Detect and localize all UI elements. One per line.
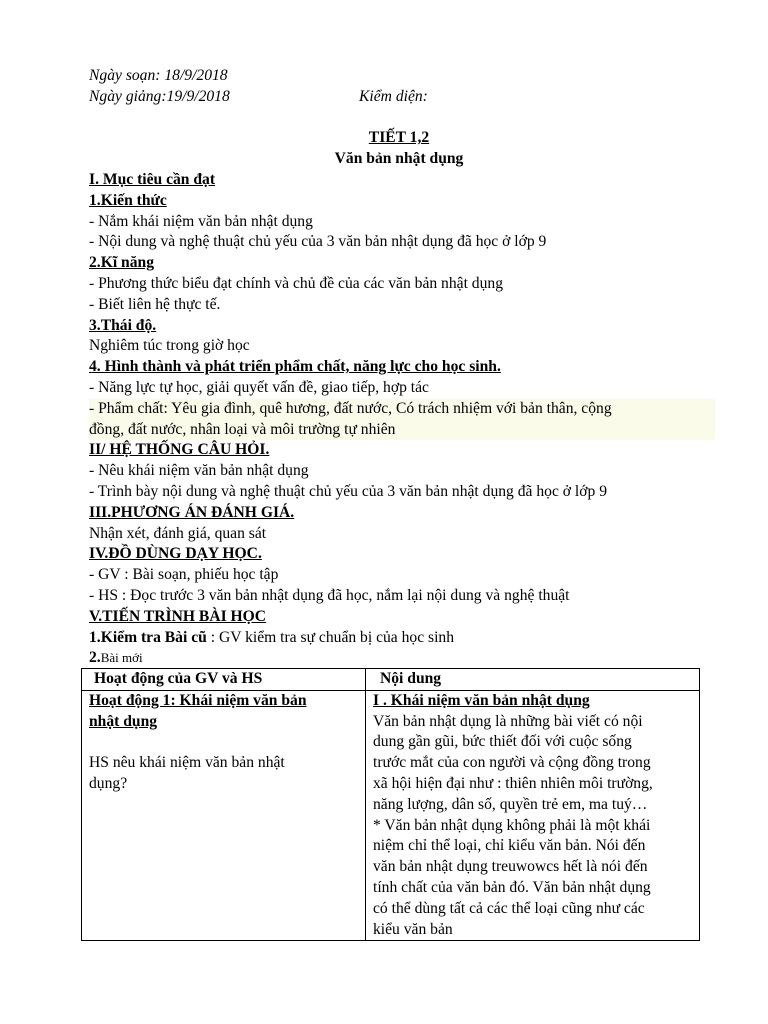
new-lesson-line <box>89 648 709 669</box>
table-header-row <box>82 669 700 691</box>
table-row <box>82 690 700 941</box>
content-title: I . Khái niệm văn bản nhật dụng <box>373 691 590 709</box>
qualities-item: - Phẩm chất: Yêu gia đình, quê hương, đất nước, Có trách nhiệm với bản thân, cộng <box>89 399 612 417</box>
knowledge-item: - Nắm khái niệm văn bản nhật dụng <box>89 212 313 230</box>
content-line: văn bản nhật dụng treuwowcs hết là nói đến <box>373 858 648 876</box>
activity-cell <box>82 690 366 941</box>
materials-item: - HS : Đọc trước 3 văn bản nhật dụng đã học, nắm lại nội dung và nghệ thuật <box>89 586 570 604</box>
activity-title: Hoạt động 1: Khái niệm văn bản <box>89 691 307 709</box>
qualities-heading: 4. Hình thành và phát triển phẩm chất, năng lực cho học sinh. <box>89 358 501 376</box>
question-item: - Nêu khái niệm văn bản nhật dụng <box>89 462 309 480</box>
section3-heading: III.PHƯƠNG ÁN ĐÁNH GIÁ. <box>89 503 295 521</box>
section5-heading: V.TIẾN TRÌNH BÀI HỌC <box>89 607 267 625</box>
activity-question: HS nêu khái niệm văn bản nhật <box>89 754 285 772</box>
skills-heading: 2.Kĩ năng <box>89 254 154 272</box>
skills-item: - Biết liên hệ thực tế. <box>89 295 221 313</box>
question-item: - Trình bày nội dung và nghệ thuật chủ yếu của 3 văn bản nhật dụng đã học ở lớp 9 <box>89 482 607 500</box>
content-line: năng lượng, dân số, quyền trẻ em, ma tuý… <box>373 795 648 813</box>
content-line: trước mắt của con người và cộng đồng trong <box>373 754 651 772</box>
skills-item: - Phương thức biểu đạt chính và chủ đề của các văn bản nhật dụng <box>89 274 503 292</box>
date-teaching: Ngày giảng:19/9/2018 <box>89 87 230 105</box>
content-line: * Văn bản nhật dụng không phải là một khái <box>373 816 651 834</box>
knowledge-item: - Nội dung và nghệ thuật chủ yếu của 3 văn bản nhật dụng đã học ở lớp 9 <box>89 233 547 251</box>
section4-heading: IV.ĐỒ DÙNG DẠY HỌC. <box>89 545 262 563</box>
qualities-highlight-block <box>89 399 715 441</box>
review-label: 1.Kiểm tra Bài cũ <box>89 628 207 646</box>
content-line: xã hội hiện đại như : thiên nhiên môi trường, <box>373 774 653 792</box>
section2-heading: II/ HỆ THỐNG CÂU HỎI. <box>89 441 270 459</box>
table-header-content: Nội dung <box>366 669 700 691</box>
table-header-activity: Hoạt động của GV và HS <box>82 669 366 691</box>
section1-heading: I. Mục tiêu cần đạt <box>89 170 216 188</box>
review-line <box>89 628 709 649</box>
date-prepared: Ngày soạn: 18/9/2018 <box>89 67 228 84</box>
activity-title-cont: nhật dụng <box>89 712 158 730</box>
attitude-text: Nghiêm túc trong giờ học <box>89 337 250 355</box>
content-cell <box>366 690 700 941</box>
content-line: kiểu văn bản <box>373 920 453 938</box>
content-line: tính chất của văn bản đó. Văn bản nhật dụng <box>373 878 651 896</box>
materials-item: - GV : Bài soạn, phiếu học tập <box>89 566 279 584</box>
lesson-plan-page <box>89 66 709 669</box>
content-line: niệm chỉ thể loại, chỉ kiểu văn bản. Nói đến <box>373 837 646 855</box>
qualities-item-cont: đồng, đất nước, nhân loại và môi trường tự nhiên <box>89 420 396 438</box>
qualities-item: - Năng lực tự học, giải quyết vấn đề, giao tiếp, hợp tác <box>89 378 429 396</box>
knowledge-heading: 1.Kiến thức <box>89 191 167 209</box>
activity-question-cont: dụng? <box>89 774 128 792</box>
assessment-text: Nhận xét, đánh giá, quan sát <box>89 524 267 542</box>
new-lesson-number: 2. <box>89 649 101 667</box>
attendance-label: Kiểm diện: <box>359 87 428 105</box>
attitude-heading: 3.Thái độ. <box>89 316 157 334</box>
content-line: Văn bản nhật dụng là những bài viết có nội <box>373 712 643 730</box>
lesson-number: TIẾT 1,2 <box>368 129 430 147</box>
content-line: dung gần gũi, bức thiết đối với cuộc sống <box>373 733 632 751</box>
content-line: có thể dùng tất cả các thể loại cũng như các <box>373 899 645 917</box>
lesson-subject: Văn bản nhật dụng <box>334 150 464 168</box>
new-lesson-label: Bài mới <box>100 650 143 666</box>
review-text: : GV kiểm tra sự chuẩn bị của học sinh <box>206 628 455 646</box>
activity-table <box>81 668 700 941</box>
date-teaching-row <box>89 87 709 108</box>
